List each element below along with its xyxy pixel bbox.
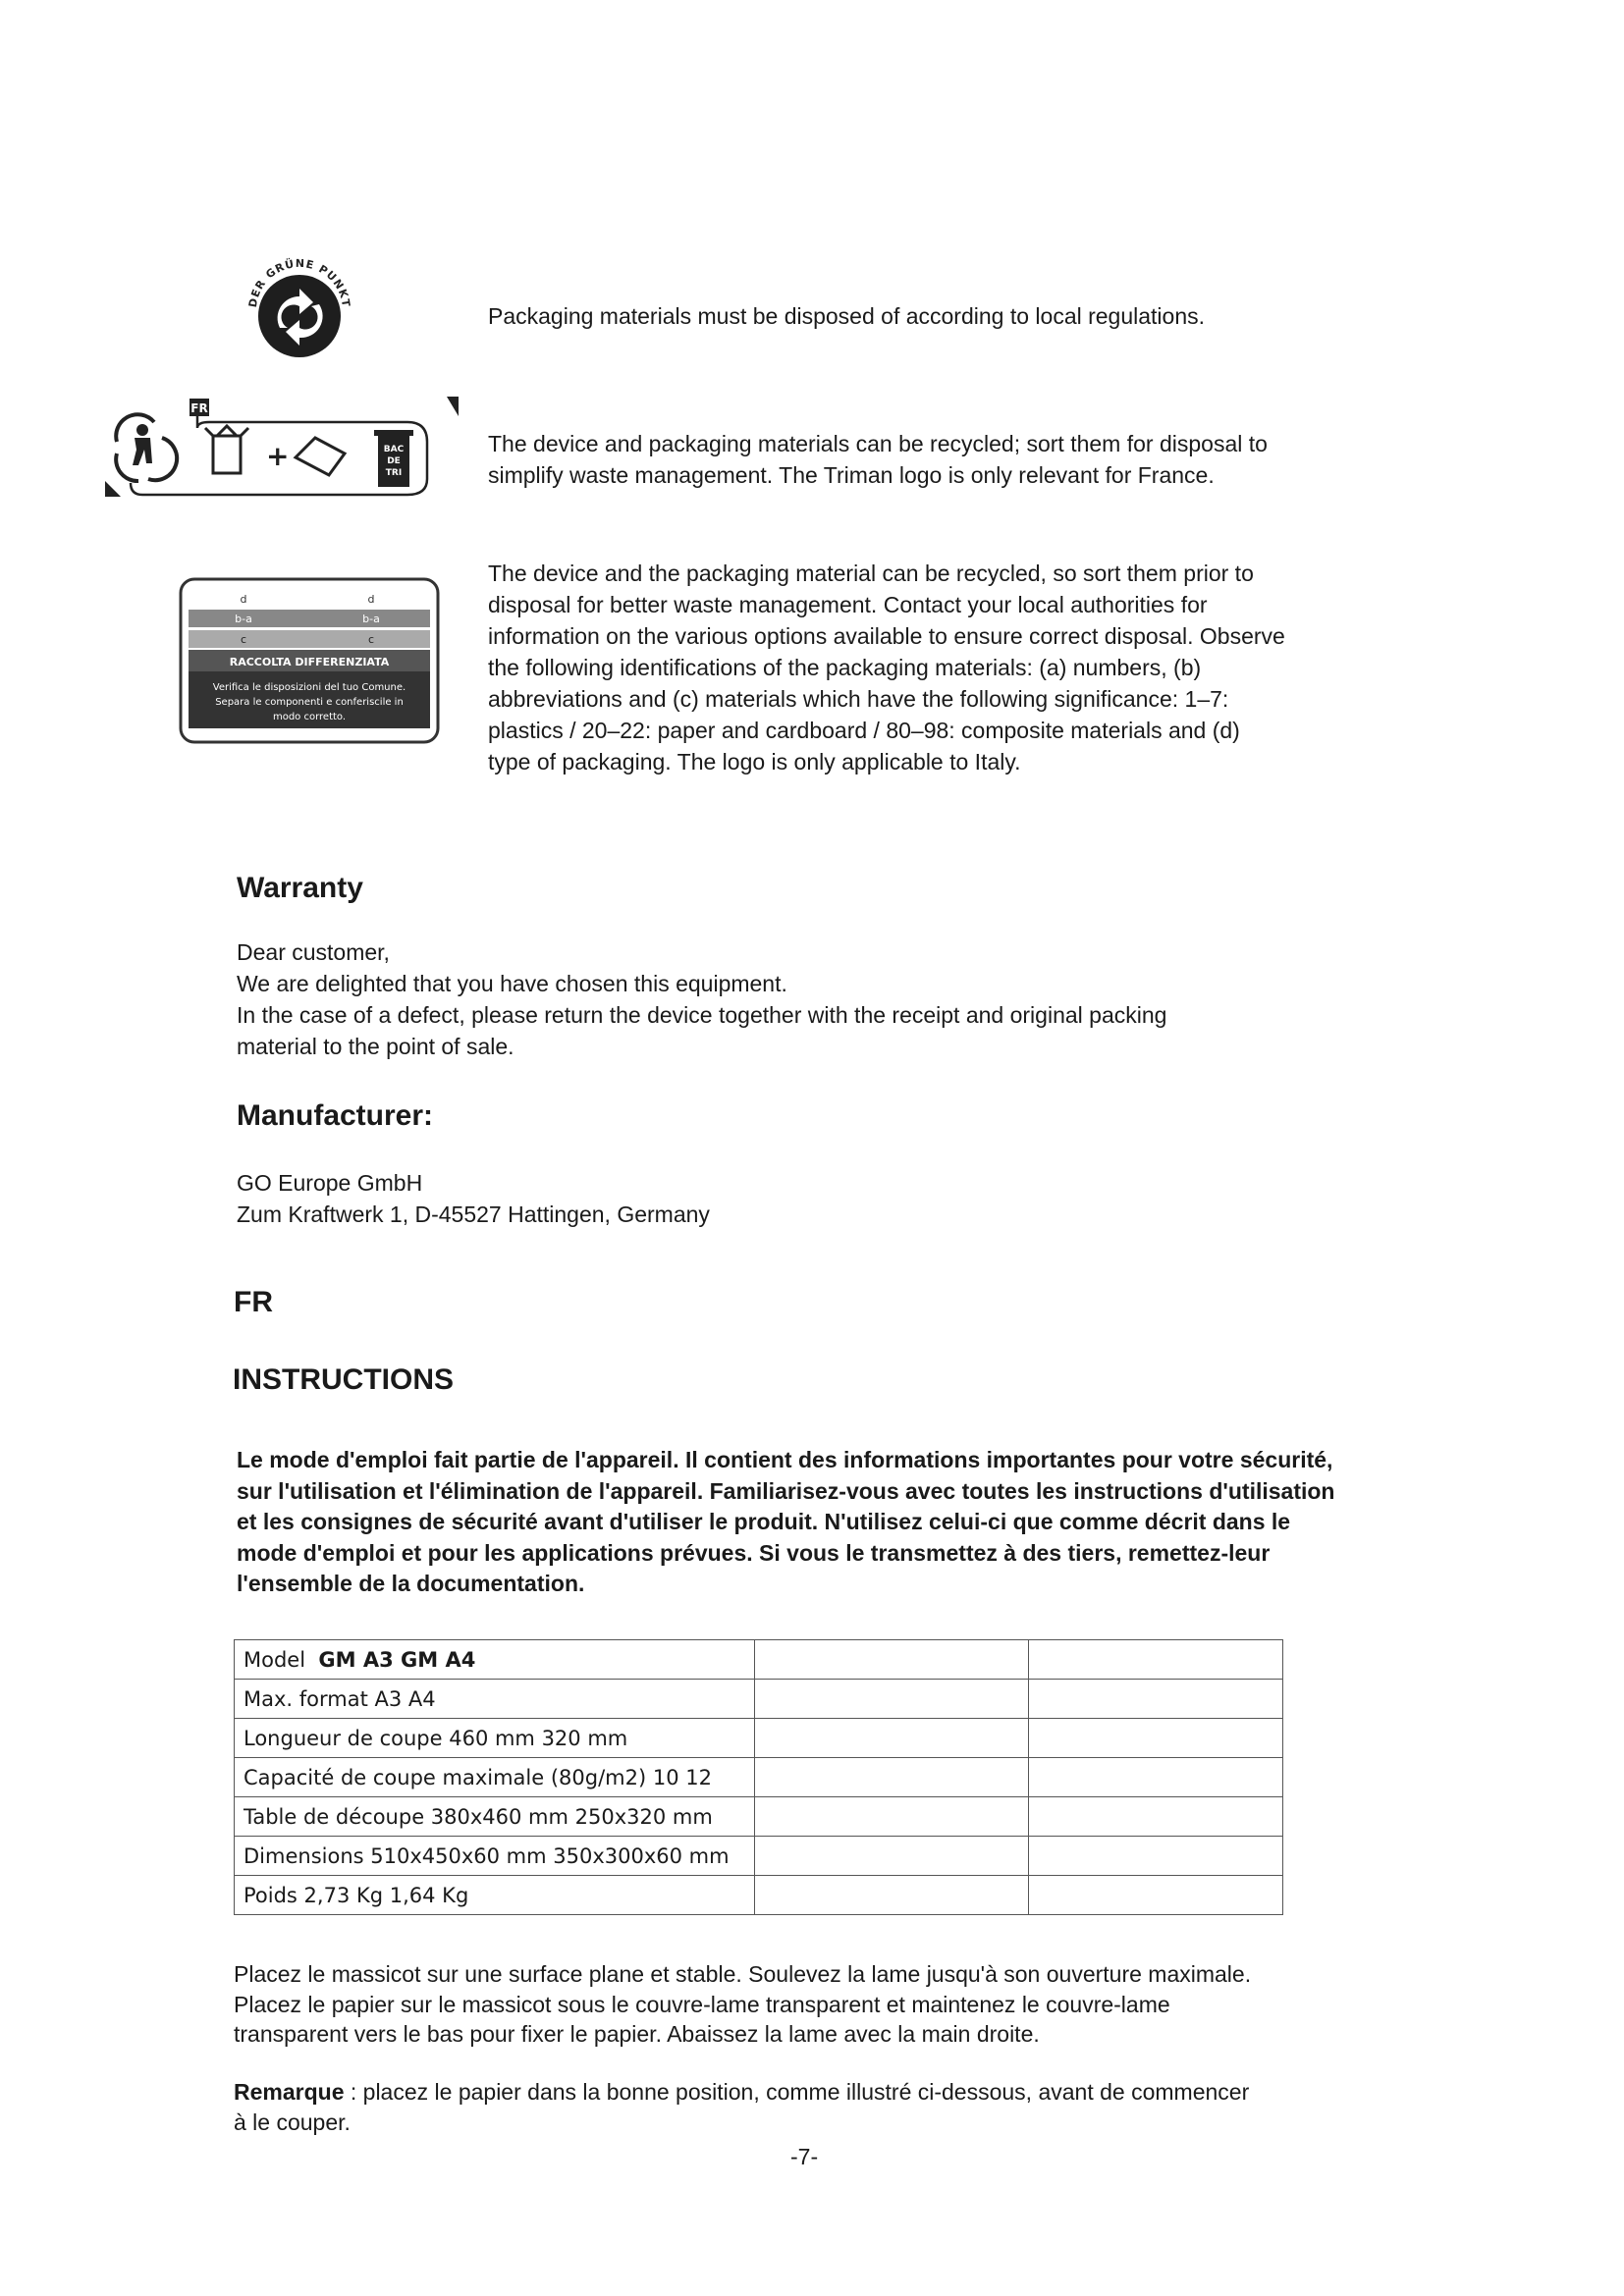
gruene-punkt-logo [241,245,358,363]
spec-cut-length: Longueur de coupe 460 mm 320 mm [244,1726,628,1750]
svg-text:BAC: BAC [383,445,405,454]
remark-text-line2: à le couper. [234,2109,351,2135]
table-row [235,1680,1283,1719]
italy-recycling-text: The device and the packaging material can be recycled, so sort them prior to disposal for better waste management. Contact your local authorities for information on the various options available to ensure correct disposal. Observe the following identifications of the packaging materials: (a) numbers, (b) abbreviations and (c) materials which have the following significance: 1–7: plastics / 20–22: paper and cardboard / 80–98: composite materials and (d) type of packaging. The logo is only applicable to Italy. [488,561,1285,774]
model-values: GM A3 GM A4 [318,1647,476,1672]
usage-instructions: Placez le massicot sur une surface plane et stable. Soulevez la lame jusqu'à son ouverture maximale. Placez le papier sur le massicot sous le couvre-lame transparent et maintenez le couvre-lame transparent vers le bas pour fixer le papier. Abaissez la lame avec la main droite. [234,1961,1252,2047]
triman-text: The device and packaging materials can be recycled; sort them for disposal to simplify waste management. The Triman logo is only relevant for France. [488,431,1268,488]
remark-label: Remarque [234,2079,345,2105]
spec-cut-capacity: Capacité de coupe maximale (80g/m2) 10 12 [244,1765,712,1789]
instructions-heading: INSTRUCTIONS [233,1363,454,1396]
spec-table [234,1639,1283,1915]
remark-note [234,2077,1249,2137]
gruene-punkt-text: Packaging materials must be disposed of according to local regulations. [488,303,1206,329]
spec-weight: Poids 2,73 Kg 1,64 Kg [244,1883,469,1907]
svg-text:d: d [240,593,247,606]
model-label: Model [244,1647,306,1672]
warranty-heading: Warranty [237,872,363,904]
svg-text:DER GRÜNE PUNKT: DER GRÜNE PUNKT [245,256,353,309]
table-row [235,1876,1283,1915]
svg-text:c: c [367,633,375,646]
svg-text:modo corretto.: modo corretto. [272,712,347,722]
spec-cutting-table: Table de découpe 380x460 mm 250x320 mm [244,1804,713,1829]
svg-text:+: + [266,440,290,472]
spec-max-format: Max. format A3 A4 [244,1686,436,1711]
table-row [235,1797,1283,1837]
manufacturer-address: GO Europe GmbH Zum Kraftwerk 1, D-45527 Hattingen, Germany [237,1170,710,1227]
table-row [235,1758,1283,1797]
svg-text:TRI: TRI [385,468,403,478]
triman-logo [103,395,461,505]
svg-text:Separa le componenti e conferi: Separa le componenti e conferiscile in [215,697,404,708]
svg-text:b-a: b-a [235,613,252,625]
svg-text:FR: FR [190,401,208,415]
language-label: FR [234,1286,273,1318]
instructions-intro: Le mode d'emploi fait partie de l'appareil. Il contient des informations importantes pour votre sécurité, sur l'utilisation et l'élimination de l'appareil. Familiarisez-vous avec toutes les instructions d'utilisation et les consignes de sécurité avant d'utiliser le produit. N'utilisez celui-ci que comme décrit dans le mode d'emploi et pour les applications prévues. Si vous le transmettez à des tiers, remettez-leur l'ensemble de la documentation. [237,1447,1335,1596]
svg-text:Verifica le disposizioni del t: Verifica le disposizioni del tuo Comune. [212,682,406,693]
svg-text:RACCOLTA DIFFERENZIATA: RACCOLTA DIFFERENZIATA [229,656,390,668]
page-number: -7- [790,2144,819,2169]
spec-dimensions: Dimensions 510x450x60 mm 350x300x60 mm [244,1843,730,1868]
table-row [235,1719,1283,1758]
table-row [235,1837,1283,1876]
table-row [235,1640,1283,1680]
remark-text: : placez le papier dans la bonne position, comme illustré ci-dessous, avant de commencer [344,2079,1250,2105]
svg-text:d: d [367,593,375,606]
warranty-text: Dear customer, We are delighted that you have chosen this equipment. In the case of a defect, please return the device together with the receipt and original packing material to the point of sale. [237,939,1167,1059]
manufacturer-heading: Manufacturer: [237,1099,434,1132]
svg-text:DE: DE [387,456,401,466]
italy-recycling-label [179,577,440,744]
svg-text:c: c [240,633,247,646]
svg-text:b-a: b-a [362,613,380,625]
